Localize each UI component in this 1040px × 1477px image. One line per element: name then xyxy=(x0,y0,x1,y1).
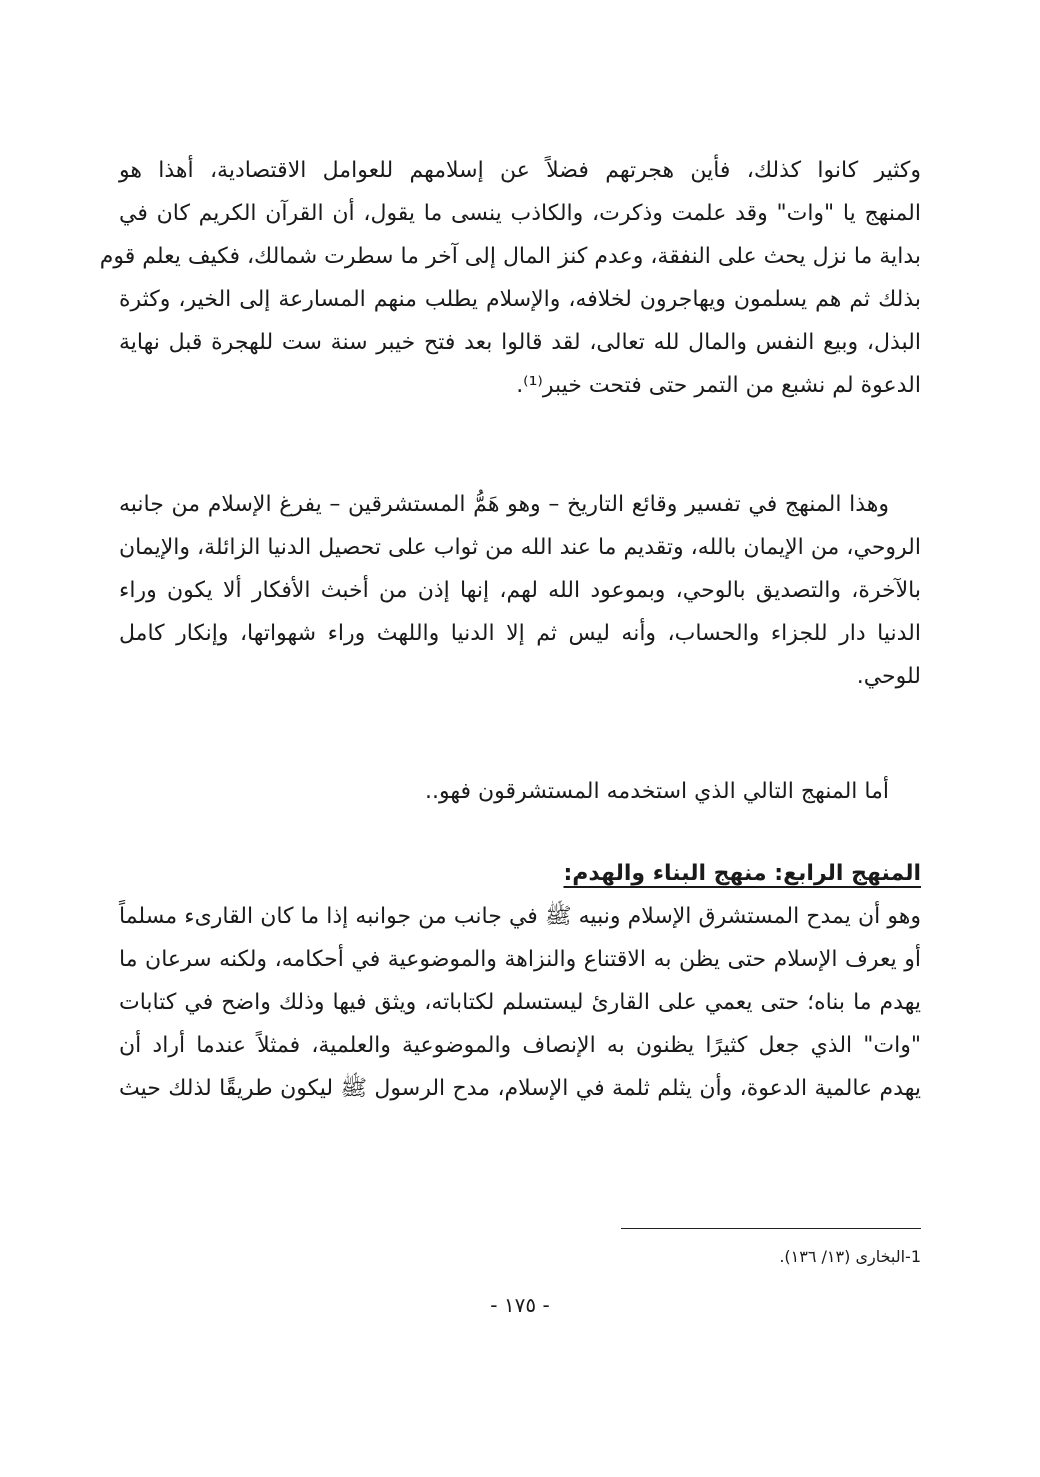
page-number: - ١٧٥ - xyxy=(490,1293,550,1317)
paragraph-4 xyxy=(119,895,921,1110)
text-line: للوحي. xyxy=(856,664,921,689)
text-line: الدعوة لم نشبع من التمر حتى فتحت خيبر⁽¹⁾. xyxy=(516,373,921,398)
footnote-separator xyxy=(621,1228,921,1229)
text-line: أما المنهج التالي الذي استخدمه المستشرقون فهو.. xyxy=(425,779,889,804)
text-line: وهو أن يمدح المستشرق الإسلام ونبيه ﷺ في جانب من جوانبه إذا ما كان القارىء مسلماً xyxy=(119,904,921,929)
paragraph-3 xyxy=(119,770,921,813)
text-line: الدنيا دار للجزاء والحساب، وأنه ليس ثم إلا الدنيا واللهث وراء شهواتها، وإنكار كامل xyxy=(119,621,921,646)
text-line: يهدم ما بناه؛ حتى يعمي على القارئ ليستسلم لكتاباته، ويثق فيها وذلك واضح في كتابات xyxy=(119,990,921,1015)
footnote: 1-البخارى (١٣/ ١٣٦). xyxy=(779,1247,921,1266)
text-line: البذل، وبيع النفس والمال لله تعالى، لقد قالوا بعد فتح خيبر سنة ست للهجرة قبل نهاية xyxy=(119,330,921,355)
heading-text: المنهج الرابع: منهج البناء والهدم: xyxy=(563,861,921,886)
paragraph-1 xyxy=(99,149,921,407)
text-line: وهذا المنهج في تفسير وقائع التاريخ – وهو هَمُّ المستشرقين – يفرغ الإسلام من جانبه xyxy=(119,492,889,517)
text-line: الروحي، من الإيمان بالله، وتقديم ما عند الله من ثواب على تحصيل الدنيا الزائلة، والإيمان xyxy=(119,535,921,560)
section-heading xyxy=(119,852,921,895)
text-line: أو يعرف الإسلام حتى يظن به الاقتناع والنزاهة والموضوعية في أحكامه، ولكنه سرعان ما xyxy=(119,947,921,972)
text-line: بالآخرة، والتصديق بالوحي، وبموعود الله لهم، إنها إذن من أخبث الأفكار ألا يكون وراء xyxy=(119,578,921,603)
text-line: بذلك ثم هم يسلمون ويهاجرون لخلافه، والإسلام يطلب منهم المسارعة إلى الخير، وكثرة xyxy=(119,287,921,312)
text-line: بداية ما نزل يحث على النفقة، وعدم كنز المال إلى آخر ما سطرت شمالك، فكيف يعلم قوم xyxy=(99,244,921,269)
text-line: المنهج يا "وات" وقد علمت وذكرت، والكاذب ينسى ما يقول، أن القرآن الكريم كان في xyxy=(119,201,921,226)
text-line: يهدم عالمية الدعوة، وأن يثلم ثلمة في الإسلام، مدح الرسول ﷺ ليكون طريقًا لذلك حيث xyxy=(119,1076,921,1101)
text-line: وكثير كانوا كذلك، فأين هجرتهم فضلاً عن إسلامهم للعوامل الاقتصادية، أهذا هو xyxy=(119,158,921,183)
text-line: "وات" الذي جعل كثيرًا يظنون به الإنصاف والموضوعية والعلمية، فمثلاً عندما أراد أن xyxy=(119,1033,921,1058)
paragraph-2 xyxy=(119,483,921,698)
